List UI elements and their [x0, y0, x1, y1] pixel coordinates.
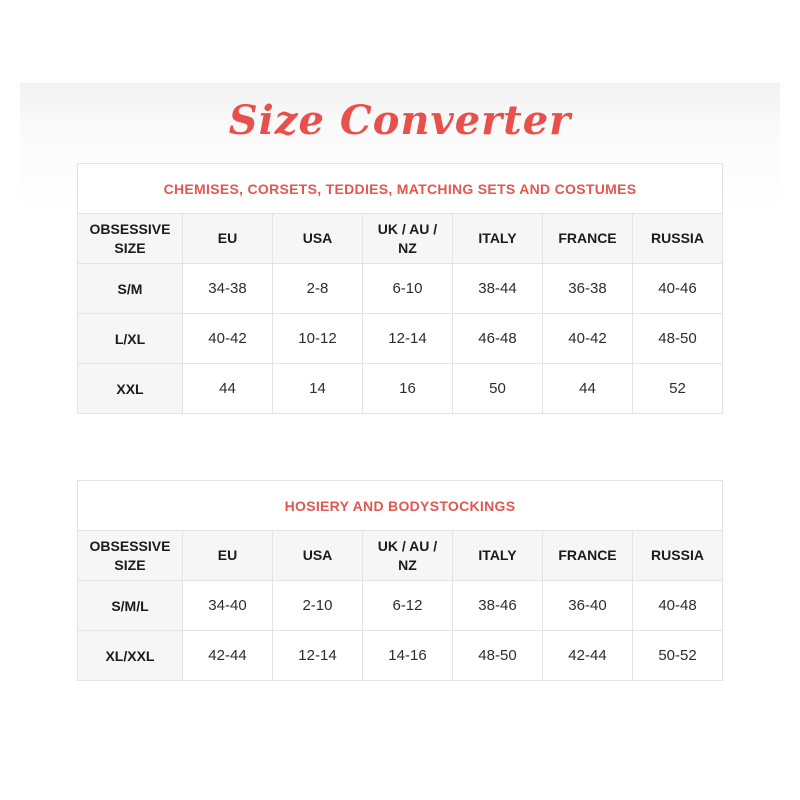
table-cell: 38-44 — [452, 264, 542, 314]
table-cell: 12-14 — [272, 631, 362, 681]
table-cell: 40-42 — [182, 314, 272, 364]
column-header-russia: RUSSIA — [632, 214, 722, 264]
table-row — [77, 364, 722, 414]
table-cell: 50-52 — [632, 631, 722, 681]
table-cell: 2-10 — [272, 581, 362, 631]
table-title: HOSIERY AND BODYSTOCKINGS — [77, 481, 722, 531]
column-header-eu: EU — [182, 531, 272, 581]
column-header-italy: ITALY — [452, 214, 542, 264]
table-cell: 46-48 — [452, 314, 542, 364]
column-header-italy: ITALY — [452, 531, 542, 581]
table-cell: 52 — [632, 364, 722, 414]
table-cell: 40-42 — [542, 314, 632, 364]
column-header-row — [77, 531, 722, 581]
row-header-size: XXL — [77, 364, 182, 414]
table-cell: 14-16 — [362, 631, 452, 681]
table-title-row — [77, 481, 722, 531]
table-cell: 44 — [542, 364, 632, 414]
row-header-size: XL/XXL — [77, 631, 182, 681]
table-row — [77, 631, 722, 681]
column-header-france: FRANCE — [542, 214, 632, 264]
column-header-obsessive-size: OBSESSIVE SIZE — [77, 531, 182, 581]
table-row — [77, 581, 722, 631]
size-table-chemises — [77, 163, 723, 414]
table-row — [77, 314, 722, 364]
table-cell: 40-46 — [632, 264, 722, 314]
table-cell: 38-46 — [452, 581, 542, 631]
column-header-france: FRANCE — [542, 531, 632, 581]
table-cell: 42-44 — [542, 631, 632, 681]
column-header-uk-au-nz: UK / AU / NZ — [362, 531, 452, 581]
table-row — [77, 264, 722, 314]
table-cell: 48-50 — [632, 314, 722, 364]
table-cell: 34-38 — [182, 264, 272, 314]
table-cell: 12-14 — [362, 314, 452, 364]
row-header-size: S/M — [77, 264, 182, 314]
content-panel — [20, 83, 780, 743]
table-cell: 10-12 — [272, 314, 362, 364]
table-cell: 6-12 — [362, 581, 452, 631]
size-table-hosiery — [77, 480, 723, 681]
column-header-row — [77, 214, 722, 264]
column-header-russia: RUSSIA — [632, 531, 722, 581]
table-cell: 36-40 — [542, 581, 632, 631]
column-header-eu: EU — [182, 214, 272, 264]
column-header-usa: USA — [272, 214, 362, 264]
table-cell: 48-50 — [452, 631, 542, 681]
table-cell: 44 — [182, 364, 272, 414]
table-cell: 14 — [272, 364, 362, 414]
column-header-obsessive-size: OBSESSIVE SIZE — [77, 214, 182, 264]
column-header-uk-au-nz: UK / AU / NZ — [362, 214, 452, 264]
table-cell: 34-40 — [182, 581, 272, 631]
table-title: CHEMISES, CORSETS, TEDDIES, MATCHING SETS AND COSTUMES — [77, 164, 722, 214]
table-cell: 36-38 — [542, 264, 632, 314]
table-title-row — [77, 164, 722, 214]
table-cell: 40-48 — [632, 581, 722, 631]
column-header-usa: USA — [272, 531, 362, 581]
row-header-size: S/M/L — [77, 581, 182, 631]
row-header-size: L/XL — [77, 314, 182, 364]
table-cell: 42-44 — [182, 631, 272, 681]
page-title: Size Converter — [228, 97, 572, 144]
table-cell: 16 — [362, 364, 452, 414]
table-cell: 50 — [452, 364, 542, 414]
table-cell: 2-8 — [272, 264, 362, 314]
table-cell: 6-10 — [362, 264, 452, 314]
